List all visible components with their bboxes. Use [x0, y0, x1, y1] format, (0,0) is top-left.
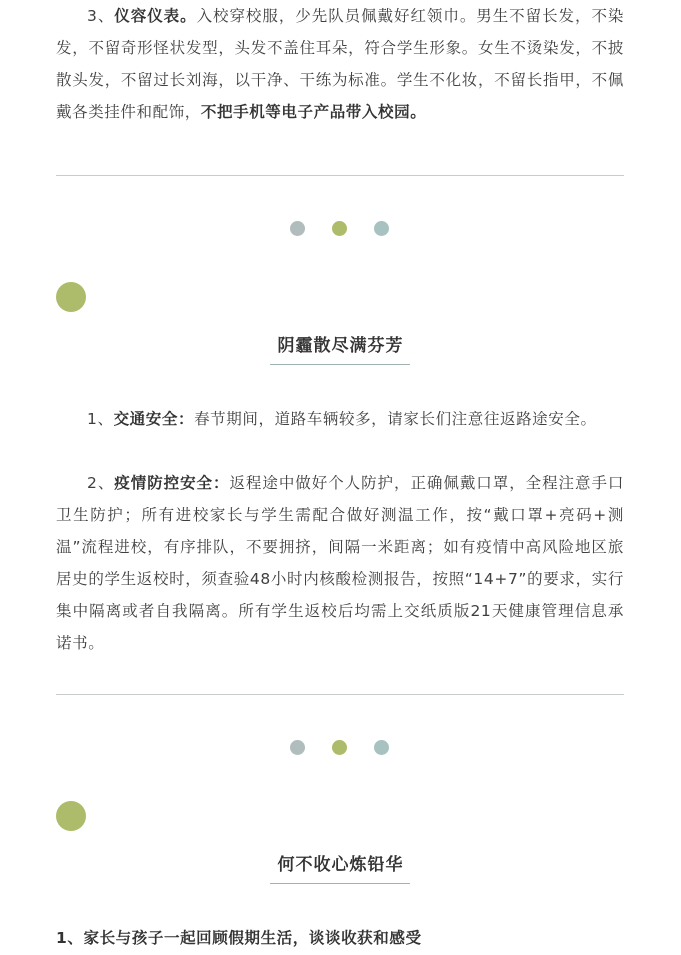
item-prefix: 3、 [87, 7, 115, 25]
dot-teal [374, 740, 389, 755]
item-text: 入校穿校服，少先队员佩戴好红领巾。男生不留长发，不染发，不留奇形怪状发型，头发不盖住耳朵，符合学生形象。女生不烫染发，不披散头发，不留过长刘海，以干净、干练为标准。学生不化妆，不留长指甲，不佩戴各类挂件和配饰， [56, 7, 625, 121]
section1-item-2 [56, 467, 624, 659]
section-marker-circle [56, 282, 86, 312]
dot-gray [290, 221, 305, 236]
section-marker-circle [56, 801, 86, 831]
dot-teal [374, 221, 389, 236]
item-prefix: 2、 [87, 474, 115, 492]
rules-item-3 [56, 0, 624, 128]
section-title: 何不收心炼铅华 [277, 855, 404, 875]
title-underline [270, 883, 410, 884]
item-bold-end: 不把手机等电子产品带入校园。 [200, 103, 427, 121]
dot-gray [290, 740, 305, 755]
dot-ornament [290, 740, 390, 756]
divider [56, 175, 624, 176]
item-text: 春节期间，道路车辆较多，请家长们注意往返路途安全。 [194, 410, 597, 428]
section1-item-1 [56, 403, 624, 435]
dot-ornament [290, 221, 390, 237]
dot-green [332, 221, 347, 236]
item-label: 交通安全： [113, 410, 195, 428]
item-prefix: 1、 [87, 410, 114, 428]
item-label: 疫情防控安全： [114, 474, 230, 492]
section-title: 阴霾散尽满芬芳 [277, 336, 404, 356]
section2-item-1: 1、家长与孩子一起回顾假期生活，谈谈收获和感受 [56, 929, 422, 947]
dot-green [332, 740, 347, 755]
title-underline [270, 364, 410, 365]
item-text: 返程途中做好个人防护，正确佩戴口罩，全程注意手口卫生防护；所有进校家长与学生需配合做好测温工作，按“戴口罩+亮码+测温”流程进校，有序排队，不要拥挤，间隔一米距离；如有疫情中高风险地区旅居史的学生返校时，须查验48小时内核酸检测报告，按照“14+7”的要求，实行集中隔离或者自我隔离。所有学生返校后均需上交纸质版21天健康管理信息承诺书。 [56, 474, 625, 652]
divider [56, 694, 624, 695]
item-label: 仪容仪表。 [114, 7, 197, 25]
